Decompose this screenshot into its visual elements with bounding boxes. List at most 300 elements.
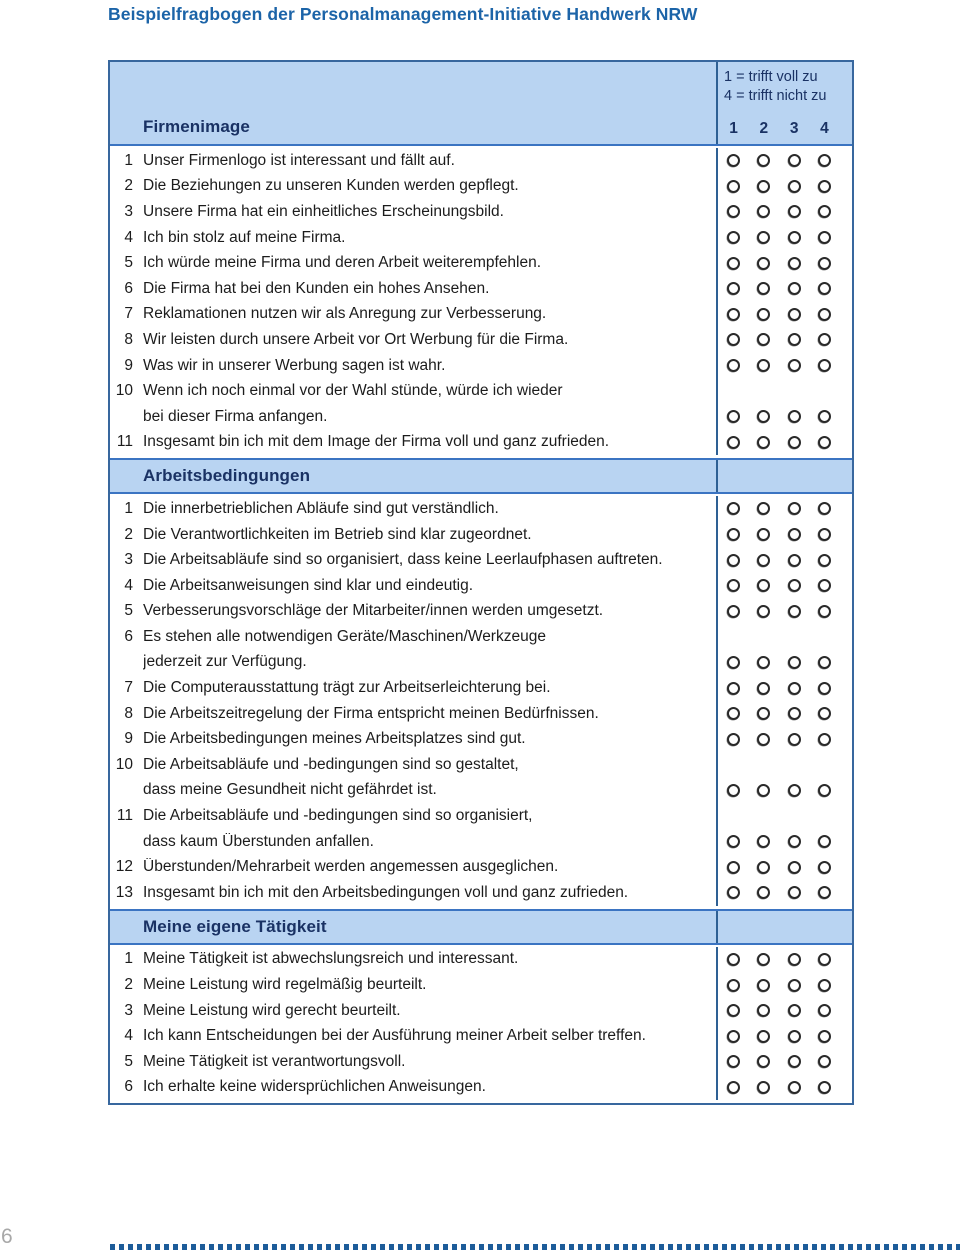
question-number: 4 — [124, 228, 133, 246]
question-number: 3 — [124, 202, 133, 220]
question-number: 11 — [116, 433, 133, 451]
rating-circle-2[interactable] — [757, 282, 770, 295]
question-row — [110, 353, 852, 379]
rating-circle-2[interactable] — [757, 1081, 770, 1094]
answer-cell — [716, 276, 852, 302]
scale-column-label: 1 — [729, 120, 738, 137]
section-rows — [110, 146, 852, 458]
rating-circle-2[interactable] — [757, 333, 770, 346]
rating-circle-4[interactable] — [818, 605, 831, 618]
question-text: bei dieser Firma anfangen. — [143, 407, 328, 425]
rating-circle-4[interactable] — [818, 656, 831, 669]
question-row — [110, 726, 852, 752]
section-header-firmenimage — [110, 62, 716, 144]
rating-circle-4[interactable] — [818, 682, 831, 695]
rating-circle-4[interactable] — [818, 554, 831, 567]
answer-cell — [716, 148, 852, 174]
question-text: Ich kann Entscheidungen bei der Ausführung meiner Arbeit selber treffen. — [143, 1027, 646, 1045]
question-text: Meine Tätigkeit ist abwechslungsreich und interessant. — [143, 950, 519, 968]
rating-circle-4[interactable] — [818, 231, 831, 244]
answer-cell — [716, 378, 852, 404]
answer-cell — [716, 353, 852, 379]
scale-legend-line: 1 = trifft voll zu — [724, 69, 818, 85]
rating-circle-1[interactable] — [727, 410, 740, 423]
answer-cell — [716, 1075, 852, 1101]
rating-circle-1[interactable] — [727, 282, 740, 295]
rating-circle-1[interactable] — [727, 180, 740, 193]
answer-cell — [716, 573, 852, 599]
rating-circle-4[interactable] — [818, 861, 831, 874]
question-row — [110, 302, 852, 328]
rating-circle-1[interactable] — [727, 1055, 740, 1068]
scale-legend — [718, 62, 852, 106]
question-row — [110, 829, 852, 855]
footer-dotted-rule — [110, 1244, 960, 1250]
rating-circle-1[interactable] — [727, 554, 740, 567]
rating-circle-1[interactable] — [727, 528, 740, 541]
rating-circle-4[interactable] — [818, 1081, 831, 1094]
answer-cell — [716, 225, 852, 251]
question-number: 5 — [124, 602, 133, 620]
question-cell — [110, 972, 716, 998]
question-text: Meine Leistung wird regelmäßig beurteilt. — [143, 976, 427, 994]
rating-circle-4[interactable] — [818, 1055, 831, 1068]
question-number: 6 — [124, 627, 133, 645]
section-title: Arbeitsbedingungen — [143, 466, 311, 486]
question-text: Die Arbeitsabläufe sind so organisiert, dass keine Leerlaufphasen auftreten. — [143, 551, 663, 569]
rating-circle-3[interactable] — [788, 1081, 801, 1094]
question-cell — [110, 880, 716, 906]
rating-circle-1[interactable] — [727, 605, 740, 618]
rating-circle-4[interactable] — [818, 359, 831, 372]
answer-cell — [716, 998, 852, 1024]
rating-circle-1[interactable] — [727, 656, 740, 669]
question-cell — [110, 947, 716, 973]
question-row — [110, 327, 852, 353]
question-number: 7 — [124, 679, 133, 697]
question-cell — [110, 404, 716, 430]
rating-circle-4[interactable] — [818, 953, 831, 966]
question-text: Es stehen alle notwendigen Geräte/Maschinen/Werkzeuge — [143, 627, 546, 645]
rating-circle-4[interactable] — [818, 579, 831, 592]
answer-cell — [716, 302, 852, 328]
rating-circle-2[interactable] — [757, 579, 770, 592]
rating-circle-2[interactable] — [757, 605, 770, 618]
rating-circle-1[interactable] — [727, 861, 740, 874]
rating-circle-3[interactable] — [788, 835, 801, 848]
question-row — [110, 199, 852, 225]
question-number: 4 — [124, 1027, 133, 1045]
rating-circle-3[interactable] — [788, 554, 801, 567]
answer-cell — [716, 199, 852, 225]
question-number: 6 — [124, 1078, 133, 1096]
question-cell — [110, 522, 716, 548]
question-text: Was wir in unserer Werbung sagen ist wahr. — [143, 356, 446, 374]
scale-column-label: 4 — [820, 120, 829, 137]
question-number: 2 — [124, 177, 133, 195]
answer-cell — [716, 778, 852, 804]
rating-circle-4[interactable] — [818, 180, 831, 193]
question-row — [110, 998, 852, 1024]
question-cell — [110, 854, 716, 880]
question-number: 12 — [115, 858, 133, 876]
question-number: 1 — [124, 499, 133, 517]
scale-legend-line: 4 = trifft nicht zu — [724, 88, 827, 104]
question-cell — [110, 675, 716, 701]
question-cell — [110, 199, 716, 225]
rating-circle-2[interactable] — [757, 554, 770, 567]
page-title: Beispielfragbogen der Personalmanagement-Initiative Handwerk NRW — [108, 4, 698, 24]
rating-circle-2[interactable] — [757, 886, 770, 899]
question-text: dass meine Gesundheit nicht gefährdet ist. — [143, 781, 437, 799]
question-row — [110, 752, 852, 778]
question-text: Reklamationen nutzen wir als Anregung zur Verbesserung. — [143, 305, 547, 323]
scale-column-label: 2 — [759, 120, 769, 137]
rating-circle-2[interactable] — [757, 733, 770, 746]
rating-circle-3[interactable] — [788, 861, 801, 874]
rating-circle-2[interactable] — [757, 502, 770, 515]
question-row — [110, 276, 852, 302]
question-cell — [110, 353, 716, 379]
rating-circle-3[interactable] — [788, 886, 801, 899]
rating-circle-3[interactable] — [788, 180, 801, 193]
question-row — [110, 1075, 852, 1101]
rating-circle-2[interactable] — [757, 861, 770, 874]
rating-circle-1[interactable] — [727, 205, 740, 218]
rating-circle-2[interactable] — [757, 682, 770, 695]
rating-circle-2[interactable] — [757, 257, 770, 270]
answer-cell — [716, 250, 852, 276]
rating-circle-1[interactable] — [727, 733, 740, 746]
question-row — [110, 947, 852, 973]
section-header-band — [110, 909, 852, 945]
question-row — [110, 225, 852, 251]
rating-circle-1[interactable] — [727, 333, 740, 346]
question-text: Meine Leistung wird gerecht beurteilt. — [143, 1001, 401, 1019]
question-row — [110, 547, 852, 573]
question-text: Ich bin stolz auf meine Firma. — [143, 228, 346, 246]
question-cell — [110, 225, 716, 251]
rating-circle-2[interactable] — [757, 308, 770, 321]
question-text: Die Arbeitsabläufe und -bedingungen sind so gestaltet, — [143, 755, 519, 773]
rating-circle-2[interactable] — [757, 835, 770, 848]
rating-circle-4[interactable] — [818, 308, 831, 321]
question-text: Die Arbeitsanweisungen sind klar und eindeutig. — [143, 576, 474, 594]
question-text: Die innerbetrieblichen Abläufe sind gut verständlich. — [143, 499, 499, 517]
question-row — [110, 250, 852, 276]
rating-circle-3[interactable] — [788, 359, 801, 372]
question-cell — [110, 496, 716, 522]
question-text: Insgesamt bin ich mit dem Image der Firma voll und ganz zufrieden. — [143, 433, 610, 451]
section-header-band — [110, 458, 852, 494]
rating-circle-4[interactable] — [818, 410, 831, 423]
answer-cell — [716, 327, 852, 353]
rating-circle-3[interactable] — [788, 502, 801, 515]
rating-circle-2[interactable] — [757, 436, 770, 449]
question-cell — [110, 1049, 716, 1075]
question-row — [110, 778, 852, 804]
question-row — [110, 378, 852, 404]
rating-circle-1[interactable] — [727, 231, 740, 244]
question-text: Die Verantwortlichkeiten im Betrieb sind klar zugeordnet. — [143, 525, 532, 543]
rating-circle-1[interactable] — [727, 953, 740, 966]
question-cell — [110, 599, 716, 625]
question-cell — [110, 547, 716, 573]
rating-circle-2[interactable] — [757, 979, 770, 992]
question-text: jederzeit zur Verfügung. — [143, 653, 307, 671]
question-row — [110, 880, 852, 906]
rating-circle-1[interactable] — [727, 1004, 740, 1017]
question-number: 2 — [124, 525, 133, 543]
rating-circle-3[interactable] — [788, 282, 801, 295]
rating-circle-1[interactable] — [727, 784, 740, 797]
rating-circle-4[interactable] — [818, 154, 831, 167]
question-row — [110, 1023, 852, 1049]
question-row — [110, 1049, 852, 1075]
rating-circle-2[interactable] — [757, 528, 770, 541]
question-number: 10 — [115, 755, 133, 773]
rating-circle-2[interactable] — [757, 784, 770, 797]
section-header-answer-cell — [716, 460, 852, 492]
question-row — [110, 675, 852, 701]
answer-cell — [716, 522, 852, 548]
rating-circle-1[interactable] — [727, 682, 740, 695]
question-text: Überstunden/Mehrarbeit werden angemessen ausgeglichen. — [143, 858, 559, 876]
rating-scale-header — [716, 62, 852, 144]
question-text: Meine Tätigkeit ist verantwortungsvoll. — [143, 1052, 406, 1070]
question-number: 11 — [116, 807, 133, 825]
section-rows — [110, 494, 852, 909]
question-row — [110, 404, 852, 430]
question-text: Verbesserungsvorschläge der Mitarbeiter/innen werden umgesetzt. — [143, 602, 604, 620]
rating-circle-1[interactable] — [727, 308, 740, 321]
rating-circle-2[interactable] — [757, 359, 770, 372]
rating-circle-3[interactable] — [788, 682, 801, 695]
question-cell — [110, 250, 716, 276]
scale-column-label: 3 — [789, 120, 799, 137]
question-cell — [110, 803, 716, 829]
question-number: 10 — [115, 382, 133, 400]
question-text: Unser Firmenlogo ist interessant und fällt auf. — [143, 151, 455, 169]
rating-circle-4[interactable] — [818, 205, 831, 218]
question-text: Wir leisten durch unsere Arbeit vor Ort Werbung für die Firma. — [143, 330, 569, 348]
rating-circle-2[interactable] — [757, 1030, 770, 1043]
question-row — [110, 599, 852, 625]
question-cell — [110, 430, 716, 456]
rating-circle-4[interactable] — [818, 784, 831, 797]
rating-circle-1[interactable] — [727, 1030, 740, 1043]
rating-circle-3[interactable] — [788, 784, 801, 797]
question-cell — [110, 998, 716, 1024]
rating-circle-1[interactable] — [727, 835, 740, 848]
question-number: 4 — [124, 576, 133, 594]
rating-circle-3[interactable] — [788, 231, 801, 244]
rating-circle-3[interactable] — [788, 154, 801, 167]
section-rows — [110, 945, 852, 1104]
answer-cell — [716, 174, 852, 200]
rating-circle-1[interactable] — [727, 502, 740, 515]
question-row — [110, 430, 852, 456]
answer-cell — [716, 803, 852, 829]
question-row — [110, 522, 852, 548]
question-row — [110, 972, 852, 998]
section-header — [110, 460, 716, 492]
answer-cell — [716, 1049, 852, 1075]
section-title: Firmenimage — [143, 117, 250, 136]
rating-circle-2[interactable] — [757, 231, 770, 244]
section-header-answer-cell — [716, 911, 852, 943]
question-number: 9 — [124, 356, 133, 374]
question-cell — [110, 624, 716, 650]
answer-cell — [716, 599, 852, 625]
question-row — [110, 573, 852, 599]
question-number: 3 — [124, 551, 133, 569]
questionnaire-table — [108, 60, 854, 1105]
rating-circle-4[interactable] — [818, 835, 831, 848]
rating-circle-4[interactable] — [818, 707, 831, 720]
answer-cell — [716, 624, 852, 650]
question-cell — [110, 302, 716, 328]
rating-circle-1[interactable] — [727, 979, 740, 992]
page-number: 6 — [1, 1225, 13, 1248]
question-cell — [110, 1075, 716, 1101]
answer-cell — [716, 404, 852, 430]
rating-circle-1[interactable] — [727, 707, 740, 720]
question-text: Insgesamt bin ich mit den Arbeitsbedingungen voll und ganz zufrieden. — [143, 883, 629, 901]
rating-circle-3[interactable] — [788, 410, 801, 423]
rating-circle-3[interactable] — [788, 953, 801, 966]
rating-circle-4[interactable] — [818, 886, 831, 899]
rating-circle-3[interactable] — [788, 436, 801, 449]
rating-circle-3[interactable] — [788, 257, 801, 270]
answer-cell — [716, 701, 852, 727]
table-header-band — [110, 62, 852, 146]
question-number: 8 — [124, 330, 133, 348]
rating-circle-4[interactable] — [818, 979, 831, 992]
rating-circle-3[interactable] — [788, 605, 801, 618]
question-text: Die Arbeitsbedingungen meines Arbeitsplatzes sind gut. — [143, 730, 526, 748]
question-text: Die Firma hat bei den Kunden ein hohes Ansehen. — [143, 279, 490, 297]
answer-cell — [716, 1023, 852, 1049]
answer-cell — [716, 752, 852, 778]
question-text: Die Arbeitszeitregelung der Firma entspricht meinen Bedürfnissen. — [143, 704, 599, 722]
rating-circle-4[interactable] — [818, 257, 831, 270]
question-cell — [110, 726, 716, 752]
question-number: 1 — [124, 151, 133, 169]
rating-circle-2[interactable] — [757, 180, 770, 193]
rating-circle-3[interactable] — [788, 205, 801, 218]
question-text: Ich würde meine Firma und deren Arbeit weiterempfehlen. — [143, 254, 542, 272]
answer-cell — [716, 854, 852, 880]
question-cell — [110, 778, 716, 804]
rating-circle-3[interactable] — [788, 528, 801, 541]
question-text: Unsere Firma hat ein einheitliches Erscheinungsbild. — [143, 202, 504, 220]
rating-circle-3[interactable] — [788, 579, 801, 592]
question-number: 6 — [124, 279, 133, 297]
answer-cell — [716, 496, 852, 522]
question-row — [110, 148, 852, 174]
question-row — [110, 174, 852, 200]
question-text: Die Computerausstattung trägt zur Arbeitserleichterung bei. — [143, 679, 551, 697]
answer-cell — [716, 880, 852, 906]
rating-circle-4[interactable] — [818, 528, 831, 541]
rating-circle-2[interactable] — [757, 1055, 770, 1068]
rating-circle-4[interactable] — [818, 502, 831, 515]
question-cell — [110, 276, 716, 302]
question-number: 5 — [124, 254, 133, 272]
rating-circle-3[interactable] — [788, 979, 801, 992]
rating-circle-2[interactable] — [757, 205, 770, 218]
answer-cell — [716, 972, 852, 998]
rating-circle-2[interactable] — [757, 953, 770, 966]
question-cell — [110, 174, 716, 200]
answer-cell — [716, 650, 852, 676]
rating-circle-3[interactable] — [788, 333, 801, 346]
answer-cell — [716, 726, 852, 752]
question-cell — [110, 650, 716, 676]
rating-circle-2[interactable] — [757, 707, 770, 720]
answer-cell — [716, 829, 852, 855]
section-title: Meine eigene Tätigkeit — [143, 916, 327, 936]
rating-circle-4[interactable] — [818, 733, 831, 746]
rating-circle-3[interactable] — [788, 733, 801, 746]
rating-circle-2[interactable] — [757, 154, 770, 167]
rating-circle-4[interactable] — [818, 282, 831, 295]
rating-circle-4[interactable] — [818, 1030, 831, 1043]
question-row — [110, 701, 852, 727]
rating-circle-3[interactable] — [788, 308, 801, 321]
rating-circle-1[interactable] — [727, 436, 740, 449]
question-cell — [110, 378, 716, 404]
scale-columns — [718, 120, 852, 144]
answer-cell — [716, 547, 852, 573]
rating-circle-1[interactable] — [727, 579, 740, 592]
rating-circle-4[interactable] — [818, 1004, 831, 1017]
rating-circle-1[interactable] — [727, 886, 740, 899]
rating-circle-2[interactable] — [757, 1004, 770, 1017]
rating-circle-3[interactable] — [788, 1004, 801, 1017]
question-number: 9 — [124, 730, 133, 748]
question-cell — [110, 829, 716, 855]
question-number: 3 — [124, 1001, 133, 1019]
rating-circle-3[interactable] — [788, 707, 801, 720]
rating-circle-3[interactable] — [788, 656, 801, 669]
rating-circle-1[interactable] — [727, 154, 740, 167]
question-cell — [110, 148, 716, 174]
question-text: Wenn ich noch einmal vor der Wahl stünde, würde ich wieder — [143, 382, 563, 400]
question-number: 5 — [124, 1052, 133, 1070]
question-cell — [110, 1023, 716, 1049]
question-row — [110, 496, 852, 522]
rating-circle-1[interactable] — [727, 359, 740, 372]
rating-circle-1[interactable] — [727, 1081, 740, 1094]
rating-circle-1[interactable] — [727, 257, 740, 270]
rating-circle-3[interactable] — [788, 1030, 801, 1043]
question-row — [110, 624, 852, 650]
question-number: 2 — [124, 976, 133, 994]
question-row — [110, 854, 852, 880]
rating-circle-3[interactable] — [788, 1055, 801, 1068]
rating-circle-2[interactable] — [757, 410, 770, 423]
question-text: Die Beziehungen zu unseren Kunden werden gepflegt. — [143, 177, 519, 195]
question-text: dass kaum Überstunden anfallen. — [143, 832, 374, 850]
rating-circle-4[interactable] — [818, 436, 831, 449]
rating-circle-4[interactable] — [818, 333, 831, 346]
sections-container — [110, 146, 852, 1103]
question-number: 8 — [124, 704, 133, 722]
rating-circle-2[interactable] — [757, 656, 770, 669]
question-row — [110, 650, 852, 676]
